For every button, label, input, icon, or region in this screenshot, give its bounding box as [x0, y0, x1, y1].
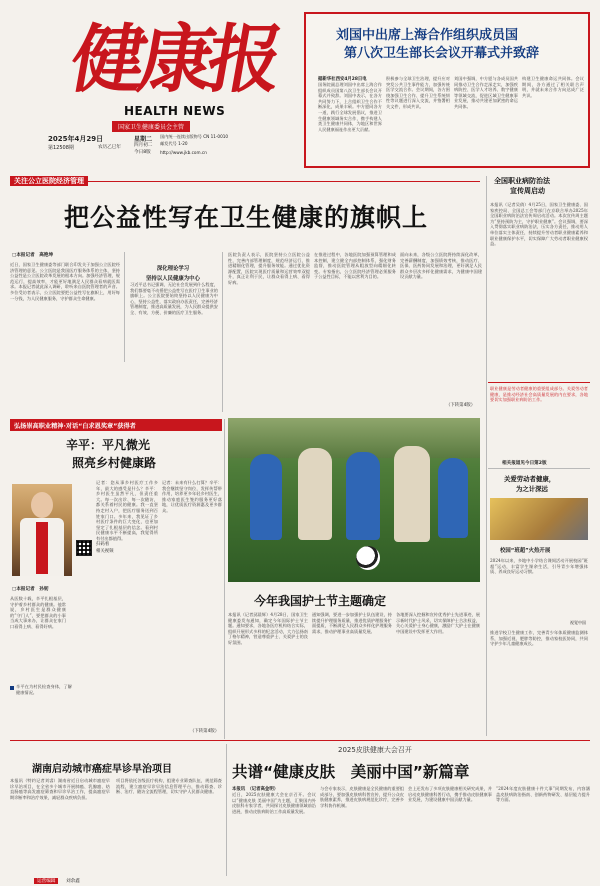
nurses-body-2: 通知强调，要进一步加强护士队伍建设，持续提升护理服务质量，推进优质护理服务扩面提质，不断满足人民群众多样化护理服务需求，推动护理事业高质量发展。 [312, 612, 392, 634]
player-4 [394, 446, 430, 542]
lead-byline: □本报记者 高艳坤 [12, 253, 54, 258]
skin-byline: 本报讯 （记者高金明） [232, 787, 279, 792]
lead-subhead-box [134, 264, 212, 282]
lunar-day: 四月初二 [134, 143, 153, 148]
lead-body-col4: 在推进过程中，各地医院加强预算管理和成本控制，建立健全内部控制体系，强化财务监督，推动医院管理从粗放型向精细化转变。专家指出，公立医院经济管理必须服务于公益性目标，不能以营利为目的。 [314, 252, 396, 280]
portrait-photo [12, 484, 72, 576]
lead-body-col1: 近日，国家卫生健康委等部门联合印发关于加强公立医院经济管理的意见。公立医院是我国医疗服务体系的主体，坚持公益性是公立医院改革发展的根本方向。加强经济管理，规范运行，提高效率，才能更好地满足人民群众看病就医需求。本报记者就此深入调研，聆听来自医院管理者的声音。多位受访者表示，公立医院要把公益性写在旗帜上，用好每一分钱，为人民健康服务，守护群众生命健康。 [10, 262, 120, 301]
feature-body-2: 记者：您从事乡村医疗工作多年，最大的感受是什么？辛平：乡村医生虽然平凡，但责任重大。每一次出诊、每一次随访，都关系着村民的健康。我一直坚持走村入户，把医疗服务送到百姓家门口。多年来，我见证了乡村医疗条件的巨大变化，也更加坚定了扎根基层的信念。看到村民健康水平不断提高，我觉得所有付出都值得。 [96, 480, 158, 541]
feature-body-3: 记者：未来有什么打算？辛平：我会继续坚守岗位，发挥传帮带作用，培养更多年轻乡村医生，推动家庭医生签约服务更好落地，让优质医疗资源惠及更多群众。 [162, 480, 222, 513]
right-body-4: 推进学校卫生健康工作，完善青少年体质健康监测体系，加强近视、肥胖等防控，推动家校医协同，共同守护少年儿童健康成长。 [490, 630, 588, 647]
feature-caption-mark [10, 686, 14, 690]
top-news-title-1: 刘国中出席上海合作组织成员国 [336, 28, 519, 43]
right-body-1: 本报讯（记者吴倩）4月25日，国家卫生健康委、国家疾控局、全国总工会等部门在京联合举办2025年全国职业病防治法宣传周启动活动。本次宣传周主题为“坚持预防为主，守护职业健康”。会议强调，要深入贯彻落实职业病防治法，压实各方责任，推动用人单位落实主体责任，持续提升劳动者职业健康素养和职业健康保护水平，切实保障广大劳动者职业健康权益。 [490, 202, 588, 247]
skin-body-2: 与会专家表示，皮肤健康是全民健康的重要组成部分，要加强皮肤病科普宣传，提升公众皮肤健康素养，推进皮肤病规范化诊疗，完善多学科协作机制。 [320, 786, 404, 808]
feature-byline: □本报记者 孙韧 [12, 587, 49, 592]
masthead-english: HEALTH NEWS [124, 104, 226, 118]
top-news-body-3: 刘国中强调，中方愿与各成员国共同推动卫生合作走深走实，加强疾病防控、医学人才培养、数字健康等领域交流，促进区域卫生健康事业发展，推动共建更加紧密的命运共同体。 [454, 76, 518, 109]
right-body-2: 职业健康是劳动者健康的重要组成部分。关爱劳动者健康，是推动经济社会高质量发展的内在要求，各地要切实加强职业病防治工作。 [490, 386, 588, 403]
player-2 [298, 448, 332, 540]
footer-editor-name: 刘余鑫 [66, 879, 80, 884]
website-url[interactable]: http://www.jkb.com.cn [160, 150, 207, 155]
column-divider-1 [124, 252, 125, 362]
bottom-rule [10, 740, 590, 741]
right-body-3: 2024年以来，多地中小学结合课间活动开展校园“班超”运动，丰富学生课余生活，引导青少年增强体质、养成良好运动习惯。 [490, 558, 588, 575]
player-1 [250, 454, 282, 540]
soccer-photo [228, 418, 480, 582]
feature-tag: 弘扬崇高职业精神·对话“白求恩奖章”获得者 [14, 423, 136, 430]
weekday: 星期二 [134, 136, 153, 143]
skin-headline: 共谱“健康皮肤 美丽中国”新篇章 [232, 763, 470, 781]
masthead-info [48, 134, 308, 164]
masthead-subtitle: 国家卫生健康委员会主管 [112, 121, 190, 132]
masthead [8, 12, 300, 162]
lead-continued: （下转第4版） [446, 403, 476, 408]
issue-date: 2025年4月29日 [48, 135, 104, 143]
lead-body-col2: 习近平总书记强调，无论社会发展到什么程度，我们都要毫不动摇把公益性写在医疗卫生事业的旗帜上。公立医院要始终坚持以人民健康为中心，坚持公益性，落实政府办医责任，完善经济管理制度，推进高质量发展，为人民群众提供安全、有效、方便、价廉的医疗卫生服务。 [130, 282, 218, 315]
top-news-body-4: 构建卫生健康命运共同体。会议期间，各方通过了相关联合声明，并就未来合作方向达成广泛共识。 [522, 76, 584, 98]
right-headline-1: 全国职业病防治法 [494, 177, 550, 185]
top-news-lede: 据新华社西安4月28日电 [318, 77, 367, 82]
right-headline-2: 宣传周启动 [510, 187, 545, 195]
lunar-year: 农历乙巳年 [98, 145, 121, 150]
skin-body-4: “2024年度皮肤健康十件大事”同期发布，内容涵盖皮肤病防治指南、创新药物研发、基层能力提升等方面。 [496, 786, 590, 803]
qr-code[interactable] [76, 540, 92, 556]
lead-body-col3: 医院负责人表示，医院坚持公立医院公益性，完善内部管理制度，规范经济运行，推进精细化管理，提升服务效能。通过优化资源配置，医院实现医疗质量和运营效率双提升，真正让利于民，让群众看得上病、看得好病。 [228, 252, 310, 285]
related-note: 相关报道见今日第2版 [502, 461, 547, 466]
qr-label-1: 扫码看 [96, 542, 110, 547]
right-column [488, 176, 590, 728]
masthead-logo: 健康报 [64, 17, 284, 103]
right-sub-2: 为之计深远 [516, 485, 548, 493]
campus-caption: 校园“班超”火热开展 [500, 548, 551, 554]
portrait-face [31, 492, 53, 518]
soccer-ball [356, 546, 380, 570]
top-news-box [304, 12, 590, 168]
player-5 [438, 458, 468, 538]
hunan-headline: 湖南启动城市癌症早诊早治项目 [32, 764, 172, 775]
feature-divider [224, 419, 225, 739]
lead-subhead-1: 深化理论学习 [156, 266, 190, 272]
top-news-body-1: 国务院副总理刘国中出席上海合作组织成员国第八次卫生部长会议开幕式并致辞。刘国中表示，在各方共同努力下，上合组织卫生合作不断深化，成果丰硕。中方愿同各方一道，践行全球发展倡议，推进卫生健康领域务实合作，携手构建人类卫生健康共同体，为地区和世界人民健康福祉作出更大贡献。 [318, 82, 382, 132]
right-rule-2 [488, 468, 590, 469]
feature-title-1: 辛平：平凡微光 [66, 438, 151, 452]
bottom-divider [226, 744, 227, 876]
skin-body-3: 会上还发布了多项皮肤健康相关研究成果，并启动皮肤健康科普行动，携手推动皮肤健康事业发展，为建设健康中国贡献力量。 [408, 786, 492, 803]
column-divider-2 [222, 252, 223, 412]
hunan-body-1: 本报讯（特约记者刘睿）湖南省近日启动城市癌症早诊早治项目，在全省多个城市开展肺癌、乳腺癌、结直肠癌等高发癌症筛查和早诊早治工作，提高癌症早期诊断率和治疗效果，减轻群众疾病负担。 [10, 778, 110, 800]
feature-title-2: 照亮乡村健康路 [72, 456, 157, 470]
footer-editor-label: 运营编辑 [34, 878, 58, 884]
right-image [490, 498, 588, 540]
issue-number: 第12508期 [48, 145, 74, 151]
nurses-headline: 今年我国护士节主题确定 [254, 594, 387, 608]
lead-headline: 把公益性写在卫生健康的旗帜上 [64, 203, 429, 232]
lead-subhead-2: 坚持以人民健康为中心 [146, 276, 200, 282]
page-count: 今日8版 [134, 150, 151, 155]
top-news-title-2: 第八次卫生部长会议开幕式并致辞 [344, 46, 540, 61]
section-tag: 关注公立医院经济管理 [10, 176, 88, 186]
postal-code: 邮发代号 1-20 [160, 141, 188, 146]
cn-number: 国内统一连续出版物号 CN 11-0010 [160, 134, 229, 139]
nurses-body-1: 本报讯（记者邱晨辉）4月28日，国家卫生健康委发布通知，确定今年国际护士节主题。通知要求，各地各医疗机构结合实际，组织开展形式多样的纪念活动，大力弘扬南丁格尔精神，营造尊重护士、关爱护士的良好氛围。 [228, 612, 308, 645]
skin-body-1: 近日，2025皮肤健康大会在京召开。会议以“健康皮肤 美丽中国”为主题，汇聚国内外皮肤科专家学者，共同探讨皮肤健康领域前沿进展，推动皮肤病防治工作高质量发展。 [232, 792, 316, 814]
skin-kicker: 2025皮肤健康大会召开 [338, 746, 412, 754]
lead-body-col5: 面向未来，各级公立医院将持续深化改革，完善薪酬制度，加强绩效考核，推动医疗、医保、医药协同发展和治理，更好满足人民群众多层次多样化健康需求，为健康中国建设贡献力量。 [400, 252, 482, 280]
nurses-body-3: 各地要深入挖掘和宣传优秀护士先进事迹，展示新时代护士风采，切实保障护士合法权益，关心关爱护士身心健康，激励广大护士在健康中国建设中发挥更大作用。 [396, 612, 480, 634]
portrait-banner [36, 522, 48, 574]
right-sub-1: 关爱劳动者健康， [504, 475, 556, 483]
player-3 [346, 452, 380, 540]
feature-body-1: 从医数十载，辛平扎根基层，守护着乡村群众的健康。他常说，乡村医生是群众健康的“守门人”，要把群众的小事当成大事来办，让群众在家门口看得上病、看得好病。 [10, 596, 66, 629]
photo-credit: 视觉中国 [570, 620, 586, 625]
right-rule [488, 382, 590, 383]
feature-caption: 辛平在为村民检查身体，了解健康情况。 [16, 684, 72, 695]
right-col-divider [486, 176, 487, 736]
top-news-body-2: 积极参与全球卫生治理，提升应对突发公共卫生事件能力，加强传统医学交流合作。会议期间，各方围绕加强卫生合作、提升卫生系统韧性等议题进行深入交流，并签署相关文件，形成共识。 [386, 76, 450, 109]
feature-continued: （下转第4版） [190, 729, 220, 734]
hunan-body-2: 项目将依托各级医疗机构，组建专业筛查队伍，规范筛查流程，建立癌症早诊早治信息管理平台，推动筛查、诊断、治疗、随访全流程管理，切实守护人民群众健康。 [116, 778, 222, 795]
qr-label-2: 相关视频 [96, 549, 114, 554]
